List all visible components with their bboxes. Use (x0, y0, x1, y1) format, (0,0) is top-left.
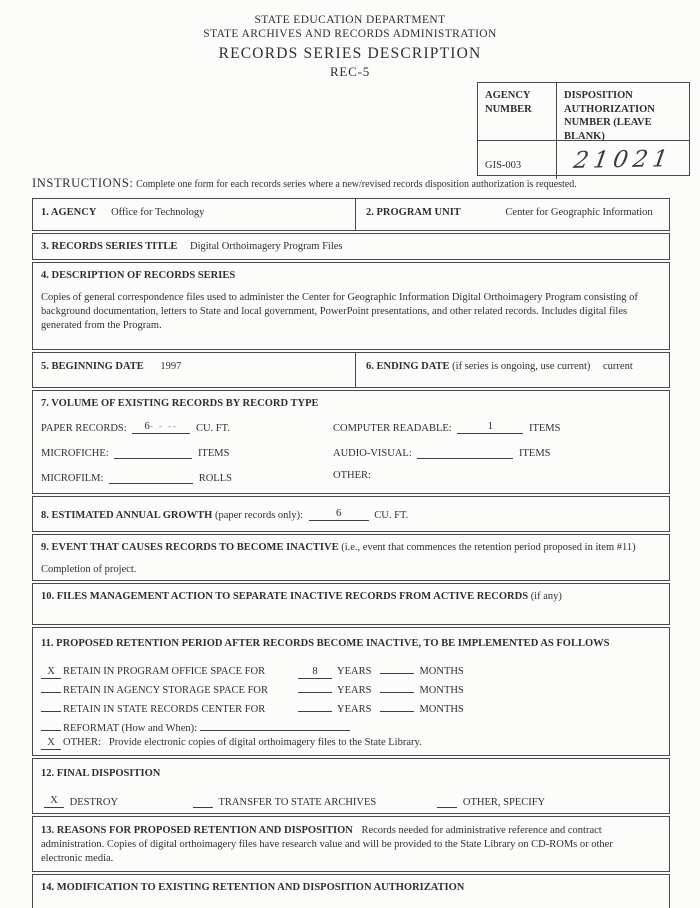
agency-number-header: AGENCY NUMBER (478, 83, 557, 141)
section-retention (32, 627, 670, 756)
field-audio-visual (333, 445, 661, 459)
other-volume-label: OTHER: (333, 470, 371, 482)
instructions-label: INSTRUCTIONS: (32, 176, 134, 191)
form-title: RECORDS SERIES DESCRIPTION (218, 44, 482, 62)
retention-list (41, 660, 661, 750)
annual-growth-value: 6 (336, 508, 342, 520)
volume-row-1 (41, 420, 661, 434)
microfiche-blank (114, 445, 192, 459)
paper-records-scan-marks: - - -- (149, 421, 179, 432)
reformat-text: REFORMAT (How and When): (63, 723, 198, 735)
records-series-form (32, 198, 670, 908)
program-unit-label: 2. PROGRAM UNIT (366, 207, 461, 219)
retention-row-2-checkbox (41, 698, 61, 712)
retention-row-1-checkbox (41, 679, 61, 693)
retention-reformat-row (41, 717, 661, 736)
paper-records-unit: CU. FT. (195, 423, 230, 435)
field-paper-records (41, 420, 333, 434)
beginning-date-label: 5. BEGINNING DATE (41, 361, 144, 373)
microfiche-label: MICROFICHE: (41, 448, 109, 460)
retention-row-2-text: RETAIN IN STATE RECORDS CENTER FOR (63, 704, 266, 716)
program-unit-value: Center for Geographic Information (505, 207, 653, 219)
administration-title: STATE ARCHIVES AND RECORDS ADMINISTRATION (203, 28, 497, 41)
reasons-paragraph (41, 824, 661, 866)
computer-readable-blank (457, 420, 523, 434)
retention-row (41, 679, 661, 698)
disposition-other-checkbox (437, 794, 457, 808)
agency-number-value (478, 141, 557, 179)
field-microfilm (41, 470, 333, 484)
computer-readable-value: 1 (487, 421, 493, 433)
handwritten-disposition-number: 21021 (571, 146, 675, 174)
section-series-title (32, 233, 670, 260)
section-final-disposition (32, 758, 670, 814)
section-reasons (32, 816, 670, 872)
ending-date-note: (if series is ongoing, use current) (452, 361, 591, 373)
ending-date-value: current (603, 361, 633, 373)
annual-growth-label: 8. ESTIMATED ANNUAL GROWTH (41, 510, 213, 522)
field-beginning-date (33, 353, 356, 387)
field-program-unit (356, 199, 669, 230)
retention-row (41, 660, 661, 679)
volume-row-3 (41, 470, 661, 484)
disposition-number-header: DISPOSITION AUTHORIZATION NUMBER (LEAVE BLANK) (557, 83, 689, 141)
section-files-management (32, 583, 670, 625)
years-label: YEARS (337, 685, 372, 697)
description-value: Copies of general correspondence files used to administer the Center for Geographic Information Digital Orthoimagery Program consisting of background documentation, letters to State and local government, PowerPoint presentations, and other related records. Includes digital files generated from the Program. (41, 292, 638, 332)
agency-number-text: GIS-003 (485, 160, 522, 171)
reformat-blank (200, 717, 350, 731)
inactive-event-label: 9. EVENT THAT CAUSES RECORDS TO BECOME INACTIVE (41, 542, 339, 554)
disposition-other-text: OTHER, SPECIFY (462, 797, 546, 809)
paper-records-value: 6 (144, 421, 150, 433)
audio-visual-blank (417, 445, 513, 459)
field-microfiche (41, 445, 333, 459)
form-number: REC-5 (329, 64, 371, 80)
ending-date-label: 6. ENDING DATE (366, 361, 450, 373)
disposition-option-other (434, 794, 545, 808)
retention-other-text: OTHER: (63, 737, 101, 749)
retention-row-0-checkbox (41, 665, 61, 679)
reformat-checkbox (41, 717, 61, 731)
series-title-label: 3. RECORDS SERIES TITLE (41, 241, 178, 253)
volume-label: 7. VOLUME OF EXISTING RECORDS BY RECORD TYPE (41, 398, 319, 410)
retention-row-0-months-blank (380, 660, 414, 674)
department-title: STATE EDUCATION DEPARTMENT (254, 14, 446, 26)
disposition-number-value (557, 141, 689, 179)
series-title-value: Digital Orthoimagery Program Files (189, 241, 343, 253)
retention-row-0-years-value: 8 (312, 666, 318, 678)
microfilm-unit: ROLLS (198, 473, 232, 485)
annual-growth-unit: CU. FT. (374, 510, 409, 522)
retention-label: 11. PROPOSED RETENTION PERIOD AFTER RECORDS BECOME INACTIVE, TO BE IMPLEMENTED AS FOLLOWS (41, 638, 610, 650)
section-agency-program (32, 198, 670, 231)
agency-label: 1. AGENCY (41, 207, 97, 219)
retention-row-0-years-blank (298, 665, 332, 679)
disposition-option-transfer (190, 794, 376, 808)
section-annual-growth (32, 496, 670, 532)
field-other-volume (333, 470, 661, 484)
paper-records-label: PAPER RECORDS: (41, 423, 127, 435)
agency-number-box (477, 82, 690, 176)
retention-other-value: Provide electronic copies of digital orthoimagery files to the State Library. (108, 737, 422, 749)
retention-row-1-years-blank (298, 679, 332, 693)
inactive-event-value: Completion of project. (41, 564, 137, 576)
beginning-date-value: 1997 (160, 361, 182, 373)
audio-visual-label: AUDIO-VISUAL: (333, 448, 412, 460)
years-label: YEARS (337, 704, 372, 716)
agency-value: Office for Technology (111, 207, 205, 219)
form-header (0, 0, 700, 80)
retention-row-2-years-blank (298, 698, 332, 712)
retention-other-row (41, 736, 661, 750)
section-modification (32, 874, 670, 908)
section-dates (32, 352, 670, 388)
reasons-label: 13. REASONS FOR PROPOSED RETENTION AND DISPOSITION (41, 825, 353, 837)
years-label: YEARS (337, 666, 372, 678)
microfilm-blank (109, 470, 193, 484)
months-label: MONTHS (419, 704, 464, 716)
field-agency (33, 199, 356, 230)
computer-readable-label: COMPUTER READABLE: (333, 423, 452, 435)
paper-records-blank (132, 420, 190, 434)
final-disposition-label: 12. FINAL DISPOSITION (41, 768, 161, 780)
transfer-checkbox (193, 794, 213, 808)
months-label: MONTHS (419, 666, 464, 678)
volume-row-2 (41, 445, 661, 459)
instructions-text: Complete one form for each records series where a new/revised records disposition authorization is requested. (136, 179, 577, 191)
field-computer-readable (333, 420, 661, 434)
transfer-text: TRANSFER TO STATE ARCHIVES (218, 797, 377, 809)
description-label: 4. DESCRIPTION OF RECORDS SERIES (41, 270, 236, 282)
months-label: MONTHS (419, 685, 464, 697)
retention-row-0-text: RETAIN IN PROGRAM OFFICE SPACE FOR (63, 666, 266, 678)
reasons-value: Records needed for administrative reference and contract administration. Copies of digital orthoimagery files have research value and will be provided to the State Library on CD-ROMs or other electronic media. (41, 825, 613, 865)
annual-growth-note: (paper records only): (214, 510, 304, 522)
destroy-check-mark: X (50, 795, 58, 807)
files-management-label: 10. FILES MANAGEMENT ACTION TO SEPARATE INACTIVE RECORDS FROM ACTIVE RECORDS (41, 591, 529, 603)
destroy-checkbox (44, 794, 64, 808)
computer-readable-unit: ITEMS (528, 423, 561, 435)
retention-row-1-months-blank (380, 679, 414, 693)
retention-row (41, 698, 661, 717)
microfilm-label: MICROFILM: (41, 473, 104, 485)
final-disposition-options (41, 794, 661, 808)
section-volume (32, 390, 670, 494)
inactive-event-note: (i.e., event that commences the retention period proposed in item #11) (341, 542, 636, 554)
modification-label: 14. MODIFICATION TO EXISTING RETENTION AND DISPOSITION AUTHORIZATION (41, 882, 465, 894)
annual-growth-blank (309, 507, 369, 521)
retention-other-check-mark: X (47, 737, 55, 749)
retention-row-2-months-blank (380, 698, 414, 712)
retention-row-1-text: RETAIN IN AGENCY STORAGE SPACE FOR (63, 685, 269, 697)
retention-row-0-check-mark: X (47, 666, 55, 678)
files-management-note: (if any) (530, 591, 562, 603)
retention-other-checkbox (41, 736, 61, 750)
audio-visual-unit: ITEMS (519, 448, 551, 460)
section-description (32, 262, 670, 350)
destroy-text: DESTROY (69, 797, 119, 809)
disposition-option-destroy (41, 794, 118, 808)
microfiche-unit: ITEMS (197, 448, 230, 460)
section-inactive-event (32, 534, 670, 581)
field-ending-date (356, 353, 669, 387)
